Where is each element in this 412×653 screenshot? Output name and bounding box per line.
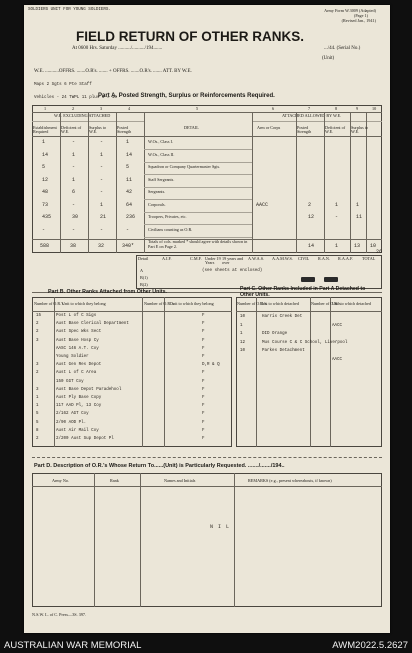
part-b-unit: Aust Ply Base Copy [56,396,102,400]
cell-posted: 1 [126,139,130,145]
top-stamp: SOLDIERS UNIT FOR YOUNG SOLDIERS. [28,8,111,12]
cell-surplus: 21 [100,214,107,220]
cell-posted: 14 [126,151,133,158]
part-b-count: 15 [36,314,42,318]
cell-deficient: - [72,139,76,145]
cell-deficient: 30 [72,214,79,220]
page-title: FIELD RETURN OF OTHER RANKS. [76,29,304,44]
part-b-unit: Aust L of C Area [56,371,97,376]
cell-deficient: - [72,226,76,233]
cell-deficient: 6 [72,189,76,195]
part-c-count: 1 [240,332,243,336]
part-d-heading: Part D. Description of O.R.'s Whose Return To......(Unit) is Particularly Requested. ......./......./194.. [34,463,285,469]
part-b-count: 3 [36,338,39,343]
part-a-heading: Part A. Posted Strength, Surplus or Reinforcements Required. [98,93,275,99]
form-id: Army Form W.3009 (Adapted) (Page 1) (Revised Jan., 1941) [324,8,376,23]
cell-establishment: - [42,226,46,233]
total-surplus: 32 [98,243,105,249]
part-c-header-number: Number of O.R.'s [237,301,267,306]
part-c-count: 10 [240,349,246,353]
column-number: 6 [272,106,275,111]
part-c-unit-2: AACC [332,323,343,328]
part-b-unit: Post L of C Sigs [56,314,97,318]
services-header: TOTAL [362,256,376,261]
part-a-header: Posted Strength [297,125,312,135]
services-header: Under 19 Years [205,256,221,266]
part-c-unit: Parkes Detachment [262,349,305,353]
services-header: CIVIL [298,256,310,261]
cell-att-deficient: - [335,214,339,220]
total-establishment: 588 [40,243,50,249]
column-number: 5 [196,106,199,111]
caption-bar [0,636,412,653]
part-b-mark: F [202,420,205,425]
part-b-heading: Part B. Other Ranks Attached from Other Units. [48,289,168,295]
part-c-header-number-2: Number of O.R.'s [311,301,341,306]
part-b-mark: F [202,371,205,376]
services-header: C.M.F. [190,256,202,261]
total-posted: 340* [122,243,135,249]
column-number: 1 [44,106,47,111]
part-a-header: Posted Strength [117,125,132,135]
part-a-header: Arm or Corps [257,125,281,130]
part-b-mark: F [202,437,205,441]
part-b-count: 3 [36,387,39,392]
part-b-unit: 2/200 Aust Sup Depot Pl [56,437,114,441]
total-deficient: 38 [70,243,77,249]
part-a-header: Surplus to W.E. [351,125,369,135]
part-d-header-remarks: REMARKS (e.g., present whereabouts, if known) [248,478,332,483]
part-b-unit: 2/162 AGT Coy [56,412,89,417]
cell-deficient: - [72,164,76,170]
part-b-header-unit-2: Unit to which they belong [170,301,214,306]
part-a-header: Deficient of W.E. [61,125,82,135]
part-b-unit: Aust Base Clerical Department [56,322,129,327]
total-col-11: 26 [376,249,383,255]
cell-establishment: 435 [42,214,52,220]
total-att-posted: 14 [308,243,315,249]
cell-posted: 11 [126,176,133,183]
part-b-unit: Aust Gen Res Depot [56,363,102,368]
column-number: 7 [308,106,311,111]
typed-line-2: Vehicles - 24 TWPL 11 plus 6 = 16 [34,96,117,100]
serial-number: .../44. (Serial No.) [324,46,361,51]
part-b-mark: F [202,330,205,335]
services-row-label: B(1) [140,275,148,280]
services-row-label: A [140,268,144,273]
typed-line-1: Maps 2 Sgts 6 Pte Staff [34,83,92,87]
column-number: 10 [372,106,377,111]
detail-label: Troopers, Privates, etc. [148,214,187,219]
column-number: 9 [356,106,359,111]
part-c-count: 1 [240,323,243,328]
part-d-header-names: Names and Initials [164,478,196,483]
cell-establishment: 14 [42,151,49,158]
cell-posted: 42 [126,189,133,195]
form-sheet [24,5,390,633]
cell-surplus: - [100,164,104,170]
part-b-count: 1 [36,396,39,400]
part-c-header-unit-2: Unit to which detached [332,301,371,306]
services-header: A.I.F. [162,256,172,261]
part-c-unit: DID Orange [262,332,288,336]
cell-deficient: - [72,201,76,208]
part-b-count: 5 [36,420,39,425]
part-b-mark: F [202,379,205,384]
part-b-header-unit: Unit to which they belong [62,301,106,306]
cell-att-deficient: 1 [335,201,339,208]
we-line: W.E. ...........OFFRS. .......O.R's. ....... + OFFRS. .......O.R's. ....... ATT. BY W.E. [34,69,192,74]
cell-deficient: 1 [72,151,76,158]
services-header: R.A.A.F. [338,256,354,261]
part-d-header-army-no: Army No. [52,478,69,483]
detail-label: Squadron or Company Quartermaster Sgts. [148,164,221,169]
column-number: 3 [100,106,103,111]
cell-surplus: 1 [100,151,104,158]
part-d-header-rank: Rank [110,478,119,483]
part-b-header-number: Number of O.R.'s [34,301,64,306]
printer-imprint: N.S.W. L. of C. Press—3S. 397. [32,612,87,617]
part-d-nil: N I L [210,524,231,530]
part-b-count: 2 [36,371,39,376]
part-b-unit: Aust Base Hosp Cy [56,338,99,343]
services-header: A.A.M.W.S. [272,256,293,261]
cell-establishment: 1 [42,139,46,145]
detail-label: Sergeants. [148,189,166,194]
cell-att-surplus: 1 [356,201,360,208]
part-b-count: 2 [36,437,39,441]
services-header: 19 years and over [222,256,244,266]
part-b-mark: F [202,338,205,343]
part-b-unit: Aust Air Mail Coy [56,428,99,433]
part-b-unit: AASC 146 A.T. Coy [56,346,99,351]
cell-posted: 64 [126,201,133,208]
unit-label: (Unit) [322,56,335,61]
cell-arm-corps: AACC [256,201,269,208]
part-a-header: Establishment Required [33,125,57,135]
part-b-mark: F [202,355,205,359]
part-b-unit: 2/90 AOD Pl. [56,420,87,425]
cell-establishment: 12 [42,176,49,183]
black-mark [324,277,338,282]
total-att-deficient: 1 [335,243,339,249]
detail-label: Corporals. [148,201,166,207]
part-b-mark: F [202,387,205,392]
services-header: R.A.N. [318,256,330,261]
part-b-count: 2 [36,330,39,335]
part-b-count: 1 [36,404,39,409]
services-header: Detail [138,256,149,261]
dashed-separator [32,457,382,458]
part-b-mark: F [202,346,205,351]
column-number: 8 [335,106,338,111]
column-number: 4 [128,106,131,111]
detail-label: Staff Sergeants. [148,176,175,182]
part-b-unit: Aust Base Depot Paradehool [56,387,122,392]
part-b-count: 5 [36,412,39,417]
part-c-heading: Part C. Other Ranks Included in Part A Detached to Other Units. [240,286,366,298]
part-b-mark: D,R & Q [202,363,220,368]
group-attached-header: ATTACHED ALLOWED BY W.E. [282,113,342,118]
detail-label: W.Os., Class II. [148,151,175,157]
part-b-unit: Aust Spec Wks Sect [56,330,102,335]
part-b-mark: F [202,428,205,433]
part-b-unit: Young Soldier [56,355,89,359]
black-mark [301,277,315,282]
part-c-header-unit: Unit to which detached [260,301,299,306]
part-b-mark: F [202,314,205,318]
part-b-unit: 150 GGT Coy [56,379,84,384]
date-line: At 0600 Hrs. Saturday ........../........../194....... [72,46,163,51]
detail-label: Civilians counting as O.R. [148,226,193,232]
services-row-label: B(2) [140,282,148,287]
column-number: 2 [72,106,75,111]
cell-att-posted: 2 [308,201,312,208]
part-b-mark: F [202,322,205,327]
total-col-10: 10 [370,243,377,249]
cell-establishment: 48 [42,189,49,195]
cell-att-surplus: 11 [356,214,363,220]
cell-posted: 5 [126,164,130,170]
cell-establishment: 5 [42,164,46,170]
caption-left: AUSTRALIAN WAR MEMORIAL [4,640,142,651]
part-b-mark: F [202,396,205,400]
cell-surplus: - [100,139,104,145]
part-c-unit: Harris Creek Det [262,315,303,319]
part-c-table [236,297,382,447]
part-b-count: 2 [36,322,39,327]
part-a-header: DETAIL [184,125,199,130]
part-c-count: 10 [240,315,246,319]
total-att-surplus: 13 [354,243,361,249]
part-c-count: 12 [240,340,246,345]
cell-surplus: - [100,176,104,183]
services-header: A.W.A.S. [248,256,265,261]
part-b-unit: 117 AAD Pl, 13 Coy [56,404,102,409]
totals-note: Totals of cols. marked * should agree with details shown in Part E on Page 2. [148,239,248,249]
detail-label: W.Os., Class I. [148,139,173,144]
cell-establishment: 73 [42,201,49,208]
cell-surplus: 1 [100,201,104,208]
caption-right: AWM2022.5.2627 [332,640,408,651]
part-b-count: 8 [36,428,39,433]
cell-surplus: - [100,226,104,233]
part-b-header-number-2: Number of O.R.'s [144,301,174,306]
part-b-mark: F [202,404,205,409]
cell-att-posted: 12 [308,214,315,220]
cell-surplus: - [100,189,104,195]
part-a-header: Deficient of W.E. [325,125,346,135]
services-note: (see sheets at enclosed) [202,269,263,273]
cell-deficient: 1 [72,176,76,183]
group-we-header: W.E. EXCLUDING ATTACHED [54,113,111,118]
part-c-unit: Mus Course C & C School, Liverpool [262,340,348,345]
part-b-count: 3 [36,363,39,368]
cell-posted: - [126,226,130,233]
part-c-unit-2: AACC [332,357,343,362]
part-a-header: Surplus to W.E. [89,125,107,135]
cell-posted: 236 [126,214,136,220]
part-b-mark: F [202,412,205,417]
part-d-table [32,473,382,607]
